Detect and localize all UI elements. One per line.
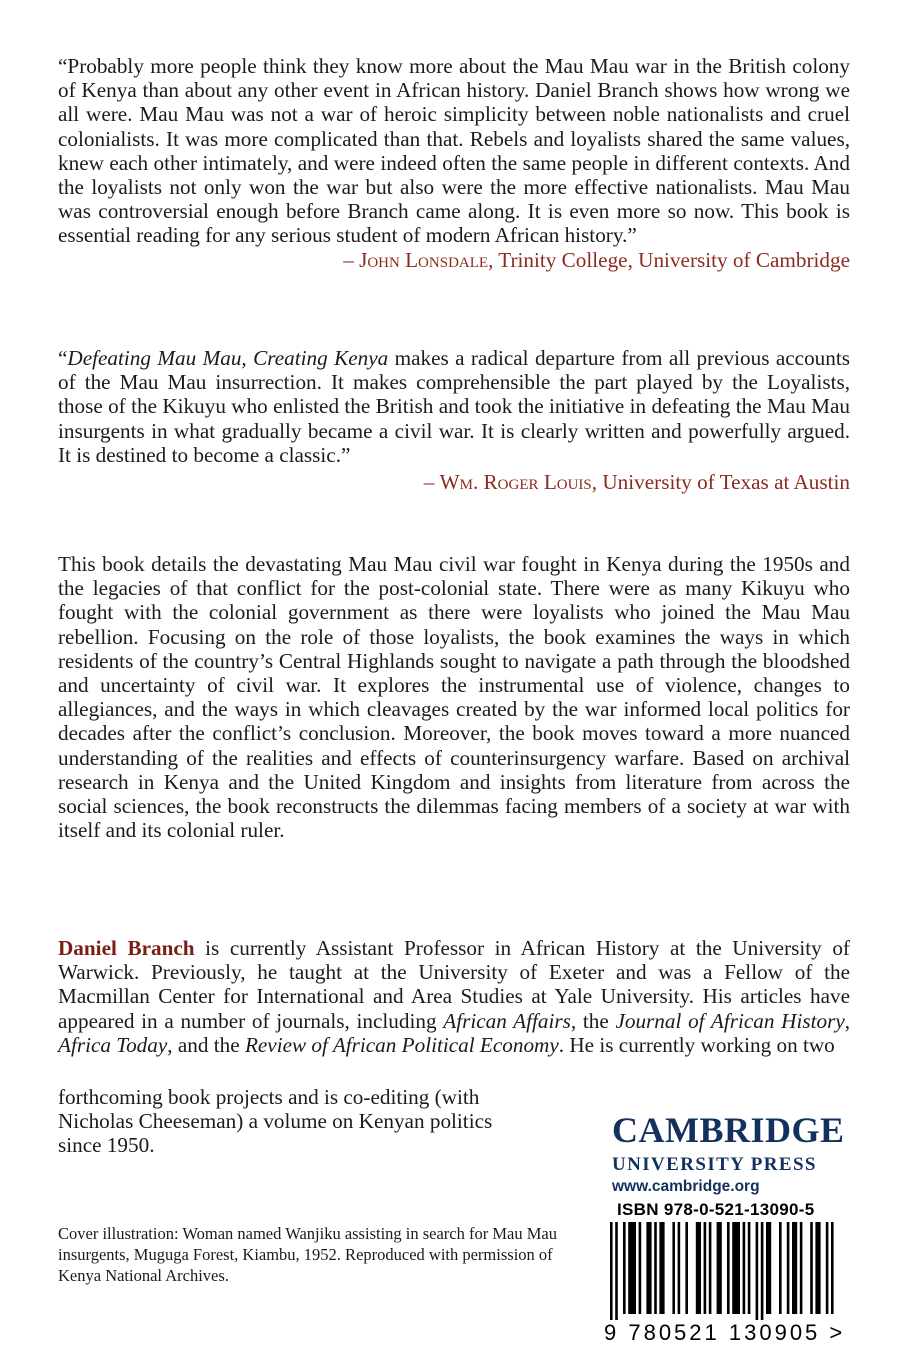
author-bio-continued: forthcoming book projects and is co-editing (with Nicholas Cheeseman) a volume on Kenyan politics since 1950. [58,1085,493,1158]
journal-african-history: Journal of African History [615,1008,845,1033]
blurb-lonsdale-attribution: – John Lonsdale, Trinity College, University of Cambridge [343,247,850,272]
blurb-louis-attribution: – Wm. Roger Louis, University of Texas at Austin [423,470,850,495]
blurb-louis-affiliation: , University of Texas at Austin [591,470,850,495]
blurb-louis-name: Wm. Roger Louis [439,470,592,495]
journal-africa-today: Africa Today [58,1032,168,1057]
blurb-louis-quote: makes a radical departure from all previous accounts of the Mau Mau insurrection. It makes comprehensible the part played by the Loyalists, those of the Kikuyu who enlisted the British and took the initiative in defeating the Mau Mau insurgents in what gradually became a civil war. It is clearly written and powerfully argued. It is destined to become a classic.” [58,346,850,467]
author-bio: Daniel Branch is currently Assistant Professor in African History at the University of Warwick. Previously, he taught at the University of Exeter and was a Fellow of the Macmillan Center for International and Area Studies at Yale University. His articles have appeared in a number of journals, including African Affairs, the Journal of African History, Africa Today, and the Review of African Political Economy. He is currently working on two [58,936,851,1057]
book-title: Defeating Mau Mau, Creating Kenya [67,346,389,370]
publisher-url: www.cambridge.org [612,1178,760,1195]
blurb-lonsdale-quote: “Probably more people think they know more about the Mau Mau war in the British colony of Kenya than about any other event in African history. Daniel Branch shows how wrong we all were. Mau Mau was not a war of heroic simplicity between noble nationalists and cruel colonialists. It was more complicated than that. Rebels and loyalists shared the same values, knew each other intimately, and were indeed often the same people in different contexts. And the loyalists not only won the war but also were the more effective nationalists. Mau Mau was controversial enough before Branch came along. It is even more so now. This book is essential reading for any serious student of modern African history.” [58,54,850,248]
blurb-louis: “Defeating Mau Mau, Creating Kenya makes a radical departure from all previous accounts of the Mau Mau insurrection. It makes comprehensible the part played by the Loyalists, those of the Kikuyu who enlisted the British and took the initiative in defeating the Mau Mau insurgents in what gradually became a civil war. It is clearly written and powerfully argued. It is destined to become a classic.” – Wm. Roger Louis, University of Texas at Austin [58,346,850,495]
journal-african-affairs: African Affairs [443,1008,571,1033]
blurb-lonsdale-affiliation: , Trinity College, University of Cambridge [488,247,850,272]
cover-credit: Cover illustration: Woman named Wanjiku assisting in search for Mau Mau insurgents, Muguga Forest, Kiambu, 1952. Reproduced with permission of Kenya National Archives. [58,1224,557,1285]
journal-review-african-political-economy: Review of African Political Economy [244,1032,559,1057]
author-name: Daniel Branch [58,936,195,960]
publisher-logo [612,1112,852,1196]
barcode-digits: 9 780521 130905 > [604,1320,846,1345]
blurb-lonsdale-name: John Lonsdale [359,247,489,272]
blurb-lonsdale [58,54,850,272]
publisher-name: CAMBRIDGE [612,1110,845,1150]
publisher-subtitle: UNIVERSITY PRESS [612,1154,817,1175]
barcode-image [606,1222,846,1320]
book-description: This book details the devastating Mau Mau civil war fought in Kenya during the 1950s and the legacies of that conflict for the post-colonial state. There were as many Kikuyu who fought with the colonial government as there were loyalists who joined the Mau Mau rebellion. Focusing on the role of those loyalists, the book examines the ways in which residents of the country’s Central Highlands sought to navigate a path through the bloodshed and uncertainty of civil war. It explores the instrumental use of violence, changes to allegiances, and the ways in which cleavages created by the war informed local politics for decades after the conflict’s conclusion. Moreover, the book moves toward a more nuanced understanding of the realities and effects of counterinsurgency warfare. Based on archival research in Kenya and the United Kingdom and insights from literature from across the social sciences, the book reconstructs the dilemmas facing members of a society at war with itself and its colonial ruler. [58,552,850,843]
isbn-label: ISBN 978-0-521-13090-5 [617,1200,815,1219]
